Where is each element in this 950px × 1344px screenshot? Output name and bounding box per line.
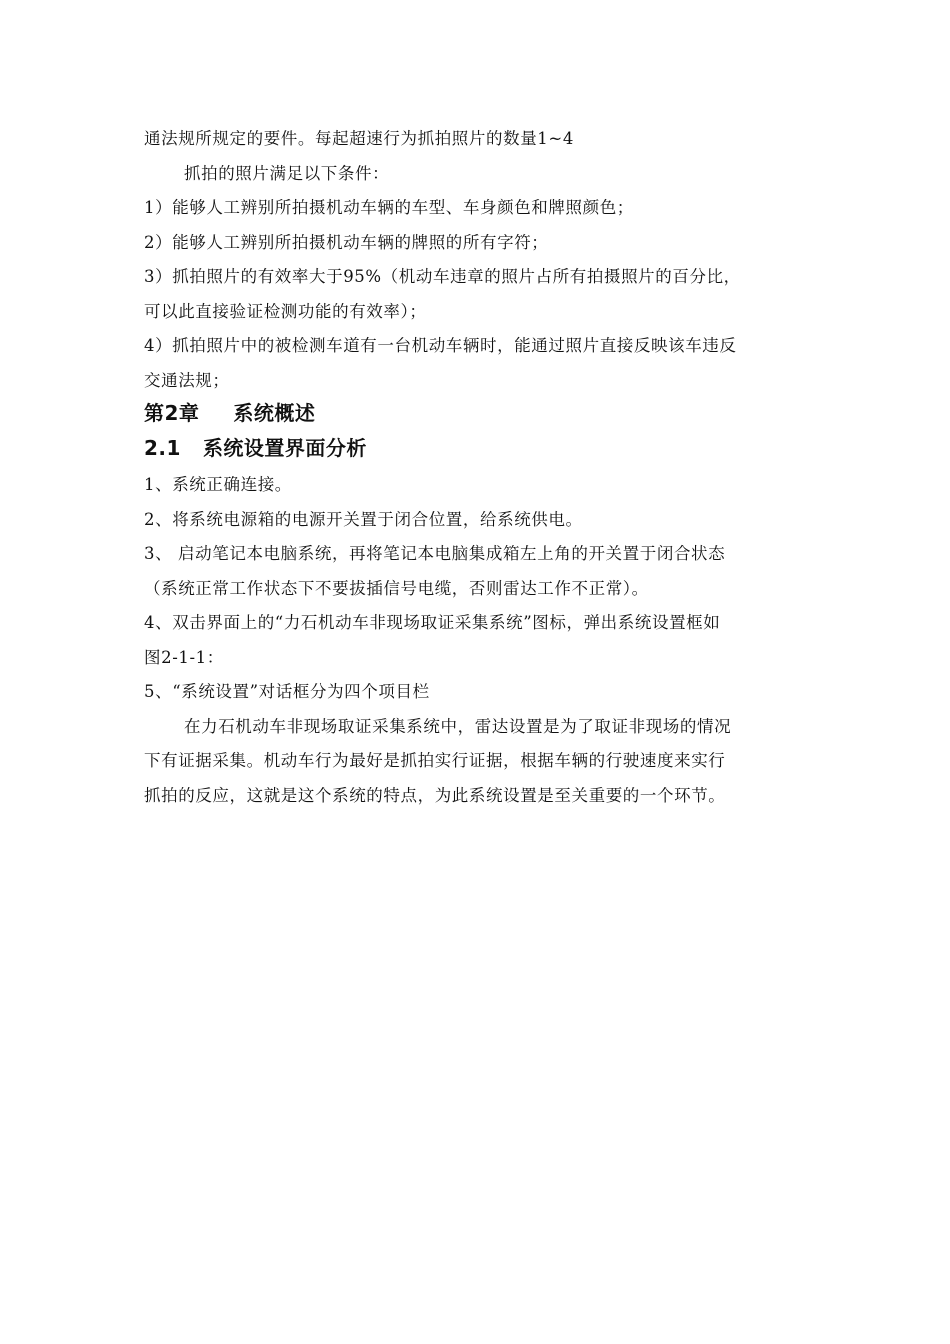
- section-number: 2.1: [144, 436, 181, 460]
- list-item: 5、“系统设置”对话框分为四个项目栏: [144, 682, 430, 701]
- paragraph-line: 通法规所规定的要件。每起超速行为抓拍照片的数量1~4: [144, 129, 574, 148]
- paragraph-line: 抓拍的反应，这就是这个系统的特点，为此系统设置是至关重要的一个环节。: [144, 785, 726, 805]
- paragraph-line: 抓拍的照片满足以下条件：: [184, 163, 390, 183]
- list-item: 4、双击界面上的“力石机动车非现场取证采集系统”图标，弹出系统设置框如: [144, 613, 721, 632]
- list-item: 3、 启动笔记本电脑系统，再将笔记本电脑集成箱左上角的开关置于闭合状态: [144, 544, 726, 563]
- chapter-heading: [144, 398, 809, 428]
- list-item: 3）抓拍照片的有效率大于95%（机动车违章的照片占所有拍摄照片的百分比，: [144, 267, 741, 286]
- paragraph-line: 图2-1-1：: [144, 647, 224, 667]
- list-item: 1）能够人工辨别所拍摄机动车辆的车型、车身颜色和牌照颜色；: [144, 198, 634, 217]
- chapter-title: 系统概述: [233, 401, 316, 425]
- chapter-number: 第2章: [144, 401, 200, 425]
- paragraph-line: （系统正常工作状态下不要拔插信号电缆，否则雷达工作不正常）。: [144, 578, 649, 598]
- paragraph-line: 在力石机动车非现场取证采集系统中，雷达设置是为了取证非现场的情况: [184, 716, 732, 736]
- list-item: 1、系统正确连接。: [144, 475, 292, 494]
- list-item: 2、将系统电源箱的电源开关置于闭合位置，给系统供电。: [144, 509, 583, 529]
- paragraph-line: 可以此直接验证检测功能的有效率）；: [144, 301, 427, 321]
- paragraph-line: 下有证据采集。机动车行为最好是抓拍实行证据，根据车辆的行驶速度来实行: [144, 751, 726, 770]
- list-item: 4）抓拍照片中的被检测车道有一台机动车辆时，能通过照片直接反映该车违反: [144, 336, 737, 355]
- list-item: 2）能够人工辨别所拍摄机动车辆的牌照的所有字符；: [144, 232, 549, 252]
- section-heading: [144, 428, 809, 468]
- document-page: [144, 122, 809, 813]
- paragraph-line: 交通法规；: [144, 370, 230, 390]
- section-title: 系统设置界面分析: [202, 436, 367, 460]
